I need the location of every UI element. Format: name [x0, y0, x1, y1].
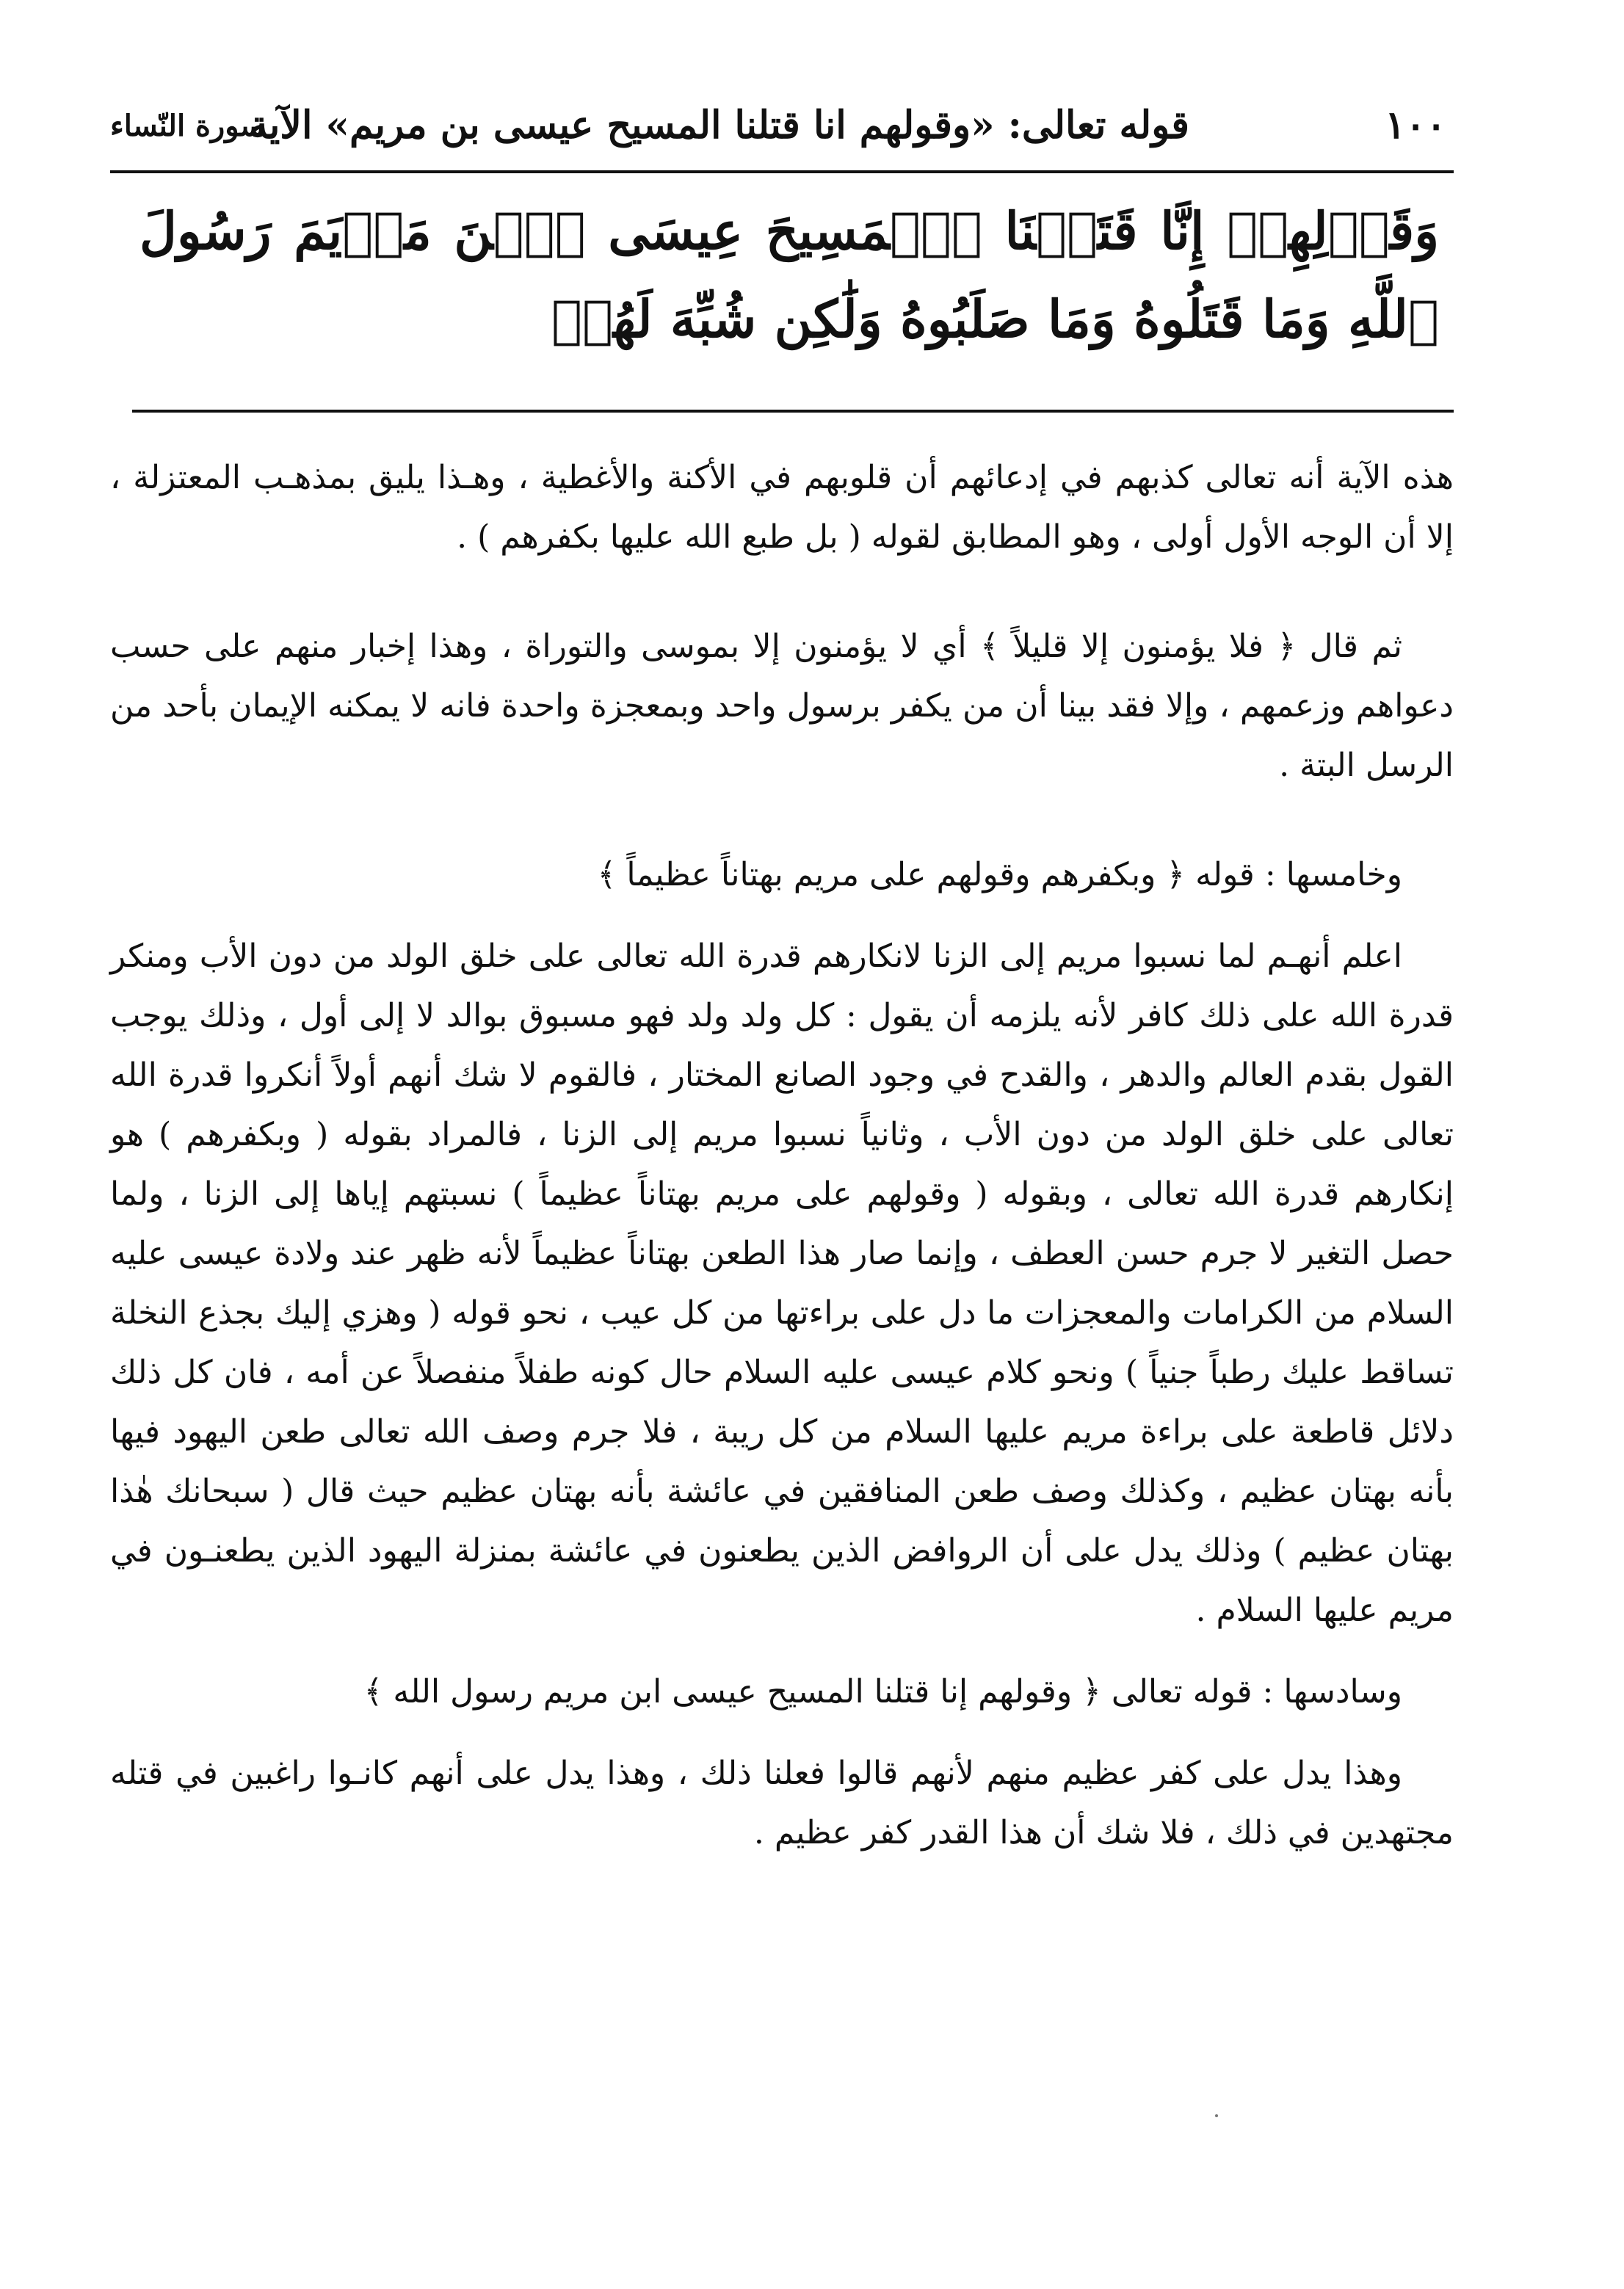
- section-heading: وسادسها : قوله تعالى ﴿ وقولهم إنا قتلنا المسيح عيسى ابن مريم رسول الله ﴾: [363, 1673, 1402, 1711]
- commentary-text: [110, 448, 1454, 1912]
- page-number: ١٠٠: [1385, 103, 1446, 148]
- paragraph: ثم قال ﴿ فلا يؤمنون إلا قليلاً ﴾ أي لا يؤمنون إلا بموسى والتوراة ، وهذا إخبار منهم على حسب دعواهم وزعمهم ، وإلا فقد بينا أن من يكفر برسول واحد وبمعجزة واحدة فانه لا يمكنه الإيمان بأحد من الرسل البتة .: [110, 628, 1454, 784]
- verse-rule: [132, 410, 1454, 413]
- header-rule: [110, 170, 1454, 173]
- header-title: قوله تعالى: «وقولهم انا قتلنا المسيح عيسى بن مريم» الآية: [248, 103, 1189, 148]
- surah-name: سورة النّساء: [110, 109, 265, 143]
- scan-speck: [1215, 2114, 1218, 2117]
- paragraph: اعلم أنهـم لما نسبوا مريم إلى الزنا لانكارهم قدرة الله تعالى على خلق الولد من دون الأب ومنكر قدرة الله على ذلك كافر لأنه يلزمه أن يقول : كل ولد ولد فهو مسبوق بوالد لا إلى أول ، وذلك يوجب القول بقدم العالم والدهر ، والقدح في وجود الصانع المختار ، فالقوم لا شك أنهم أولاً أنكروا قدرة الله تعالى على خلق الولد من دون الأب ، وثانياً نسبوا مريم إلى الزنا ، فالمراد بقوله ( وبكفرهم ) هو إنكارهم قدرة الله تعالى ، وبقوله ( وقولهم على مريم بهتاناً عظيماً ) نسبتهم إياها إلى الزنا ، ولما حصل التغير لا جرم حسن العطف ، وإنما صار هذا الطعن بهتاناً عظيماً لأنه ظهر عند ولادة عيسى عليه السلام من الكرامات والمعجزات ما دل على براءتها من كل عيب ، نحو قوله ( وهزي إليك بجذع النخلة تساقط عليك رطباً جنياً ) ونحو كلام عيسى عليه السلام حال كونه طفلاً منفصلاً عن أمه ، فان كل ذلك دلائل قاطعة على براءة مريم عليها السلام من كل ريبة ، فلا جرم وصف الله تعالى طعن اليهود فيها بأنه بهتان عظيم ، وكذلك وصف طعن المنافقين في عائشة بأنه بهتان عظيم حيث قال ( سبحانك هٰذا بهتان عظيم ) وذلك يدل على أن الروافض الذين يطعنون في عائشة بمنزلة اليهود الذين يطعنـون في مريم عليها السلام .: [110, 937, 1454, 1629]
- section-heading: وخامسها : قوله ﴿ وبكفرهم وقولهم على مريم بهتاناً عظيماً ﴾: [597, 856, 1402, 893]
- paragraph: وهذا يدل على كفر عظيم منهم لأنهم قالوا فعلنا ذلك ، وهذا يدل على أنهم كانـوا راغبين في قتله مجتهدين في ذلك ، فلا شك أن هذا القدر كفر عظيم .: [110, 1755, 1454, 1851]
- running-header: [110, 95, 1454, 162]
- paragraph: هذه الآية أنه تعالى كذبهم في إدعائهم أن قلوبهم في الأكنة والأغطية ، وهـذا يليق بمذهـب المعتزلة ، إلا أن الوجه الأول أولى ، وهو المطابق لقوله ( بل طبع الله عليها بكفرهم ) .: [110, 459, 1454, 556]
- book-page: [110, 0, 1454, 2289]
- quran-verse: وَقَوۡلِهِمۡ إِنَّا قَتَلۡنَا ٱلۡمَسِيحَ عِيسَى ٱبۡنَ مَرۡيَمَ رَسُولَ ٱللَّهِ وَمَا قَتَلُوهُ وَمَا صَلَبُوهُ وَلَٰكِن شُبِّهَ لَهُمۡ: [139, 200, 1439, 349]
